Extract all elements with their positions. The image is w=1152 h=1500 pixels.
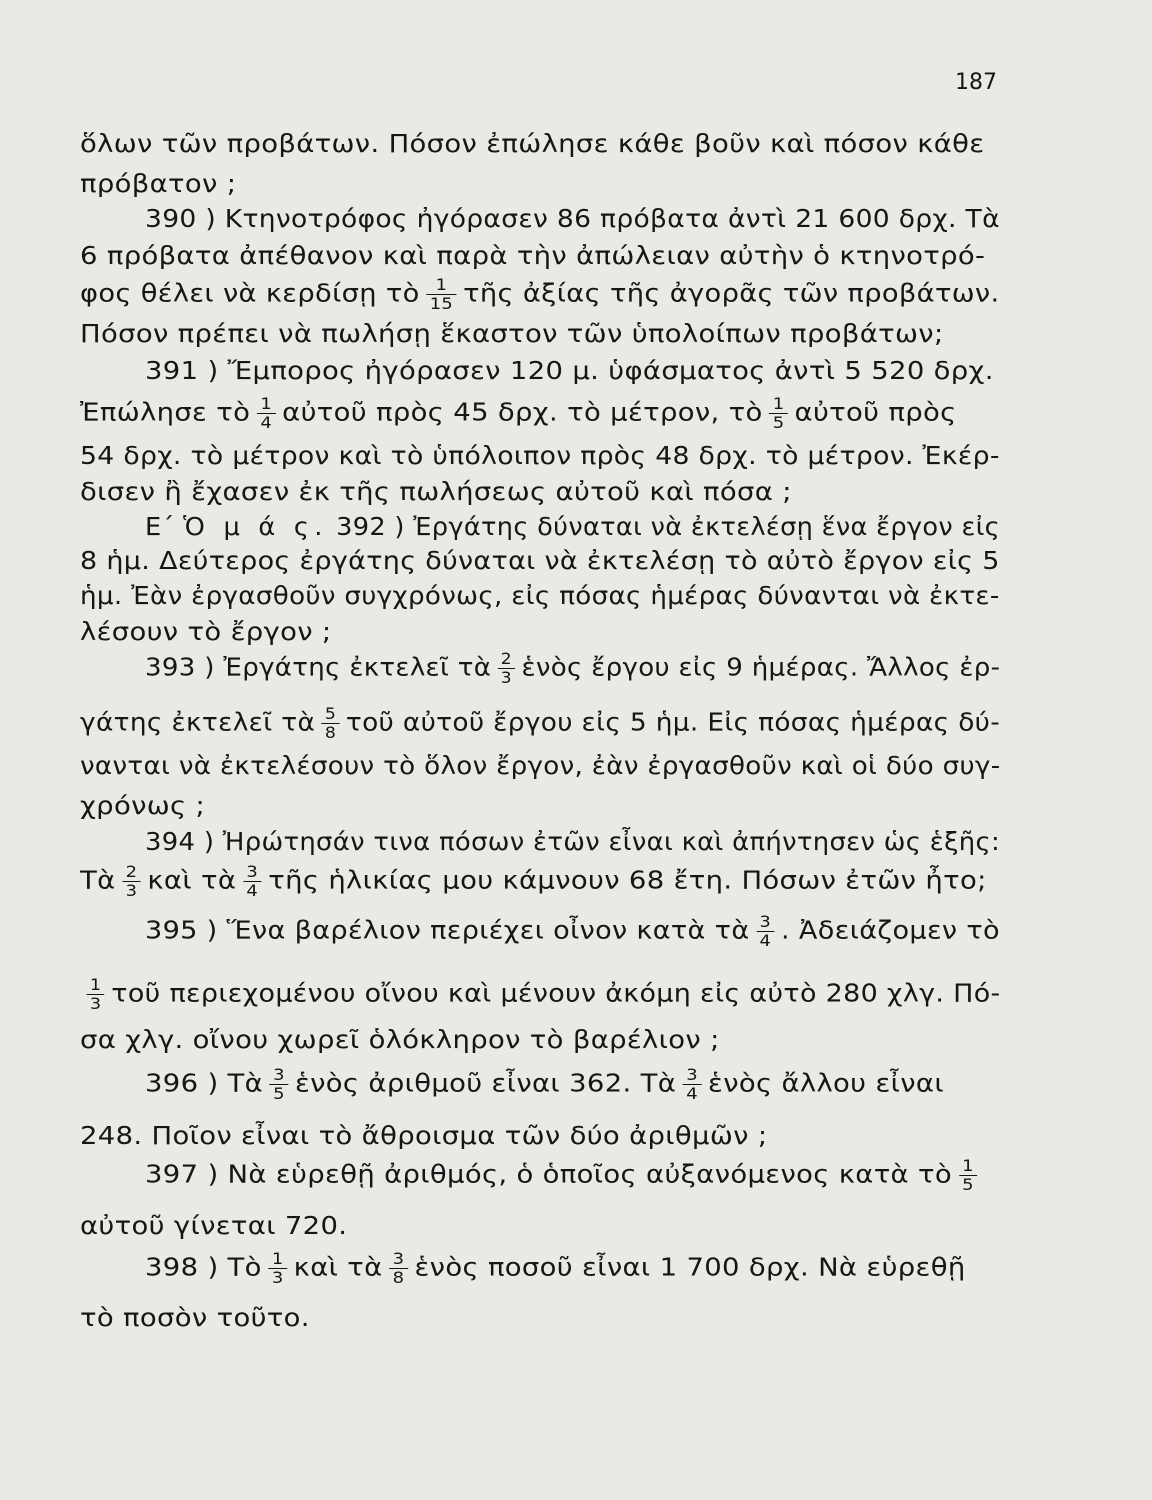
text-line	[145, 511, 1000, 543]
text-line	[145, 355, 994, 387]
text-line	[80, 1024, 720, 1056]
text-line	[145, 826, 1000, 858]
text-line	[80, 476, 792, 508]
fraction-denominator: 4	[759, 931, 772, 950]
fraction	[756, 913, 774, 950]
fraction	[389, 1250, 407, 1287]
text-segment: 391 ) Ἔμπορος ἠγόρασεν 120 μ. ὑφάσματος ἀντὶ 5 520 δρχ.	[145, 356, 994, 385]
text-line	[80, 168, 236, 200]
text-line	[80, 128, 984, 160]
fraction-numerator: 1	[959, 1157, 977, 1176]
text-segment: τὸ ποσὸν τοῦτο.	[80, 1303, 310, 1332]
text-segment: . Ἀδειάζομεν τὸ	[781, 915, 1000, 945]
text-line	[80, 705, 1000, 742]
fraction-denominator: 5	[273, 1084, 285, 1103]
text-line	[145, 203, 1000, 235]
text-segment: Ἐπώλησε τὸ	[80, 397, 251, 427]
fraction-denominator: 3	[125, 881, 138, 900]
fraction	[243, 863, 261, 900]
text-segment: τῆς ἡλικίας μου κάμνουν 68 ἔτη. Πόσων ἐτῶν ἦτο;	[268, 865, 987, 895]
text-segment: 397 ) Νὰ εὑρεθῇ ἀριθμός, ὁ ὁποῖος αὐξανόμενος κατὰ τὸ	[145, 1159, 953, 1189]
text-segment: ἑνὸς ποσοῦ εἶναι 1 700 δρχ. Νὰ εὑρεθῇ	[414, 1252, 966, 1282]
fraction-denominator: 4	[686, 1084, 698, 1103]
fraction-denominator: 8	[324, 723, 337, 742]
text-line	[80, 276, 999, 313]
text-segment: ὅλων τῶν προβάτων. Πόσον ἐπώλησε κάθε βοῦν καὶ πόσον κάθε	[80, 129, 985, 158]
fraction-numerator: 2	[122, 863, 140, 882]
fraction-denominator: 5	[962, 1175, 974, 1194]
text-segment: 54 δρχ. τὸ μέτρον καὶ τὸ ὑπόλοιπον πρὸς 48 δρχ. τὸ μέτρον. Ἐκέρ-	[80, 441, 1000, 470]
fraction-numerator: 1	[257, 395, 275, 414]
text-segment: Ὁ μ ά ς.	[183, 512, 328, 541]
text-segment: 390 ) Κτηνοτρόφος ἠγόρασεν 86 πρόβατα ἀντὶ 21 600 δρχ. Τὰ	[145, 204, 1000, 233]
fraction-numerator: 1	[426, 276, 456, 295]
fraction-denominator: 15	[429, 294, 454, 313]
text-line	[145, 1066, 944, 1103]
fraction	[270, 1066, 288, 1103]
fraction-numerator: 2	[498, 650, 516, 669]
text-segment: τῆς ἀξίας τῆς ἀγορᾶς τῶν προβάτων.	[463, 278, 1000, 308]
text-segment: λέσουν τὸ ἔργον ;	[80, 617, 332, 646]
text-segment: σα χλγ. οἴνου χωρεῖ ὁλόκληρον τὸ βαρέλιον ;	[80, 1025, 720, 1054]
fraction-numerator: 1	[268, 1250, 286, 1269]
text-segment: 248. Ποῖον εἶναι τὸ ἄθροισμα τῶν δύο ἀριθμῶν ;	[80, 1121, 768, 1150]
text-line	[80, 616, 332, 648]
text-segment: 396 ) Τὰ	[145, 1068, 264, 1098]
text-line	[80, 976, 1001, 1013]
fraction-denominator: 4	[260, 413, 273, 432]
text-segment: φος θέλει νὰ κερδίσῃ τὸ	[80, 278, 420, 308]
fraction	[959, 1157, 977, 1194]
text-line	[80, 750, 1000, 782]
text-segment: αὐτοῦ γίνεται 720.	[80, 1211, 348, 1240]
text-segment: 8 ἡμ. Δεύτερος ἐργάτης δύναται νὰ ἐκτελέσῃ τὸ αὐτὸ ἔργον εἰς 5	[80, 546, 1000, 575]
fraction	[426, 276, 456, 313]
text-line	[80, 318, 944, 350]
text-line	[80, 790, 205, 822]
fraction-denominator: 3	[271, 1268, 284, 1287]
text-segment: πρόβατον ;	[80, 169, 237, 198]
text-segment: Ε΄	[145, 512, 175, 541]
fraction-denominator: 3	[500, 668, 512, 687]
fraction-denominator: 8	[392, 1268, 405, 1287]
text-segment: τοῦ αὐτοῦ ἔργου εἰς 5 ἡμ. Εἰς πόσας ἡμέρας δύ-	[345, 707, 1001, 737]
text-segment: καὶ τὰ	[293, 1252, 383, 1282]
text-segment: ἑνὸς ἔργου εἰς 9 ἡμέρας. Ἄλλος ἐρ-	[521, 652, 1001, 682]
text-segment: ἡμ. Ἐὰν ἐργασθοῦν συγχρόνως, εἰς πόσας ἡμέρας δύνανται νὰ ἐκτε-	[80, 581, 1000, 610]
fraction-numerator: 1	[769, 395, 787, 414]
text-line	[145, 1250, 966, 1287]
fraction-denominator: 5	[772, 413, 785, 432]
fraction	[322, 705, 340, 742]
fraction	[683, 1066, 701, 1103]
text-line	[145, 913, 1000, 950]
fraction	[769, 395, 787, 432]
text-segment: χρόνως ;	[80, 791, 206, 820]
fraction-numerator: 3	[243, 863, 261, 882]
text-line	[145, 650, 1000, 687]
fraction-denominator: 3	[89, 994, 102, 1013]
page-number: 187	[955, 70, 997, 95]
text-segment: 6 πρόβατα ἀπέθανον καὶ παρὰ τὴν ἀπώλειαν αὐτὴν ὁ κτηνοτρό-	[80, 241, 986, 270]
fraction	[268, 1250, 286, 1287]
fraction	[87, 976, 105, 1013]
text-segment: γάτης ἐκτελεῖ τὰ	[80, 707, 316, 737]
text-segment: 398 ) Τὸ	[145, 1252, 262, 1282]
text-segment: ἑνὸς ἀριθμοῦ εἶναι 362. Τὰ	[294, 1068, 677, 1098]
text-line	[80, 1210, 347, 1242]
text-line	[80, 545, 1000, 577]
fraction-numerator: 3	[683, 1066, 701, 1085]
text-line	[80, 395, 957, 432]
text-line	[80, 580, 1000, 612]
text-segment: νανται νὰ ἐκτελέσουν τὸ ὅλον ἔργον, ἐὰν ἐργασθοῦν καὶ οἱ δύο συγ-	[80, 751, 1001, 780]
text-segment: 392 ) Ἐργάτης δύναται νὰ ἐκτελέσῃ ἕνα ἔργον εἰς	[336, 512, 1001, 541]
text-segment: 393 ) Ἐργάτης ἐκτελεῖ τὰ	[145, 652, 492, 682]
text-line	[145, 1157, 984, 1194]
fraction	[257, 395, 275, 432]
fraction	[498, 650, 516, 687]
text-segment: 395 ) Ἕνα βαρέλιον περιέχει οἶνον κατὰ τὰ	[145, 915, 750, 945]
text-segment: δισεν ἢ ἔχασεν ἐκ τῆς πωλήσεως αὐτοῦ καὶ πόσα ;	[80, 477, 792, 506]
text-segment: αὐτοῦ πρὸς	[794, 397, 957, 427]
text-segment: ἑνὸς ἄλλου εἶναι	[708, 1068, 944, 1098]
fraction	[122, 863, 140, 900]
text-line	[80, 240, 985, 272]
text-line	[80, 1120, 767, 1152]
fraction-numerator: 3	[756, 913, 774, 932]
fraction-denominator: 4	[246, 881, 259, 900]
fraction-numerator: 1	[87, 976, 105, 995]
text-segment: αὐτοῦ πρὸς 45 δρχ. τὸ μέτρον, τὸ	[282, 397, 763, 427]
text-segment: Τὰ	[80, 865, 116, 895]
text-segment: 394 ) Ἠρώτησάν τινα πόσων ἐτῶν εἶναι καὶ ἀπήντησεν ὡς ἑξῆς:	[145, 827, 1001, 856]
text-segment: τοῦ περιεχομένου οἴνου καὶ μένουν ἀκόμη εἰς αὐτὸ 280 χλγ. Πό-	[111, 978, 1001, 1008]
fraction-numerator: 3	[389, 1250, 407, 1269]
text-line	[80, 1302, 310, 1334]
fraction-numerator: 5	[322, 705, 340, 724]
text-line	[80, 440, 1000, 472]
text-segment: καὶ τὰ	[147, 865, 237, 895]
text-line	[80, 863, 987, 900]
fraction-numerator: 3	[270, 1066, 288, 1085]
text-segment: Πόσον πρέπει νὰ πωλήσῃ ἕκαστον τῶν ὑπολοίπων προβάτων;	[80, 319, 944, 348]
